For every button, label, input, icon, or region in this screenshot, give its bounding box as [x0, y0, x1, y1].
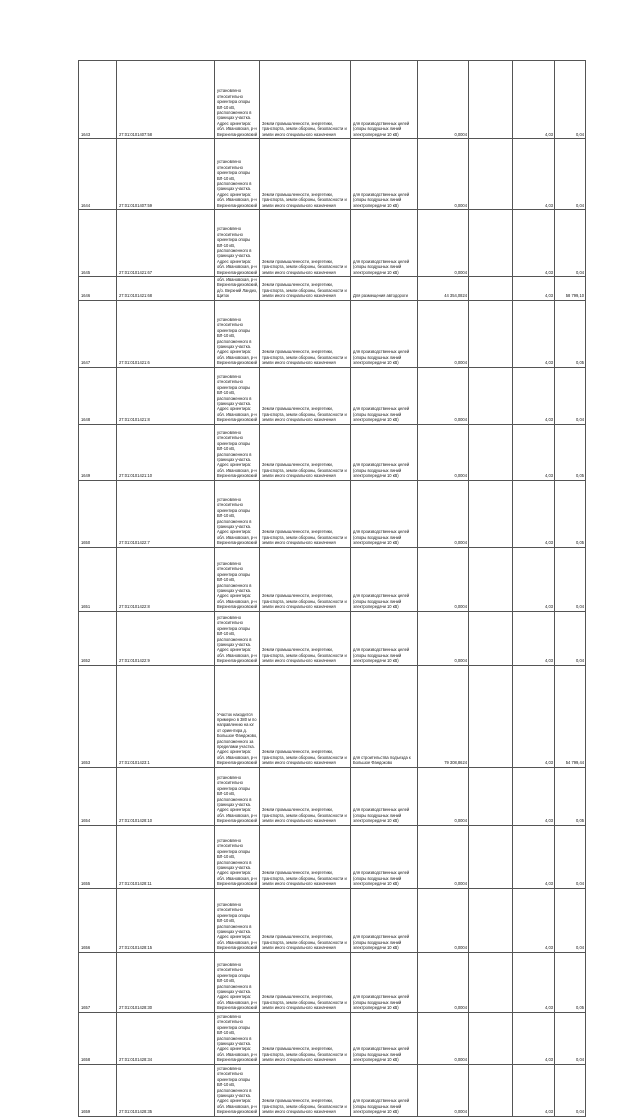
location-description-cell: установлено относительно ориентира опоры ВЛ-10 кВ, расположенного в границах участка. Адрес ориентира: обл. Ивановская, р-н Верхнеландеховский [215, 767, 260, 825]
amount-cell: 58 799,10 [555, 277, 586, 301]
cadastral-number-cell: 27:01:0101428:30 [117, 952, 215, 1012]
permitted-use-cell: для строительства подъезда к Большое Фандоково [351, 665, 418, 767]
amount-cell: 0,04 [555, 367, 586, 424]
permitted-use-cell: Для размещения автодороги [351, 277, 418, 301]
table-row [79, 767, 586, 825]
rate-cell: 4,03 [513, 210, 555, 277]
location-description-cell: установлено относительно ориентира опоры ВЛ-10 кВ, расположенного в границах участка. Адрес ориентира: обл. Ивановская, р-н Верхнеландеховский [215, 210, 260, 277]
row-number-cell: 1654 [79, 767, 117, 825]
row-number-cell: 1649 [79, 424, 117, 480]
permitted-use-cell: для производственных целей (опоры воздушных линий электропередачи 10 кВ) [351, 1012, 418, 1064]
land-category-cell: Земли промышленности, энергетики, транспорта, земли обороны, безопасности и земли иного специального назначения [260, 300, 351, 367]
permitted-use-cell: для производственных целей (опоры воздушных линий электропередачи 10 кВ) [351, 367, 418, 424]
location-description-cell: установлено относительно ориентира опоры ВЛ-10 кВ, расположенного в границах участка. Адрес ориентира: обл. Ивановская, р-н Верхнеландеховский [215, 300, 260, 367]
land-category-cell: Земли промышленности, энергетики, транспорта, земли обороны, безопасности и земли иного специального назначения [260, 424, 351, 480]
cadastral-number-cell: 27:01:0101421:10 [117, 424, 215, 480]
rate-cell: 4,03 [513, 424, 555, 480]
empty-cell [469, 424, 513, 480]
rate-cell: 4,03 [513, 952, 555, 1012]
row-number-cell: 1658 [79, 1012, 117, 1064]
location-description-cell: установлено относительно ориентира опоры ВЛ-10 кВ, расположенного в границах участка. Адрес ориентира: обл. Ивановская, р-н Верхнеландеховский [215, 888, 260, 952]
row-number-cell: 1656 [79, 888, 117, 952]
cadastral-number-cell: 27:01:0101428:11 [117, 825, 215, 888]
empty-cell [469, 1064, 513, 1116]
row-number-cell: 1655 [79, 825, 117, 888]
location-description-cell: установлено относительно ориентира опоры ВЛ-10 кВ, расположенного в границах участка. Адрес ориентира: обл. Ивановская, р-н Верхнеландеховский [215, 424, 260, 480]
table-row [79, 952, 586, 1012]
land-category-cell: Земли промышленности, энергетики, транспорта, земли обороны, безопасности и земли иного специального назначения [260, 888, 351, 952]
cadastral-number-cell: 27:01:0101421:67 [117, 210, 215, 277]
permitted-use-cell: для производственных целей (опоры воздушных линий электропередачи 10 кВ) [351, 139, 418, 210]
amount-cell: 0,05 [555, 424, 586, 480]
table-row [79, 665, 586, 767]
empty-cell [469, 277, 513, 301]
empty-cell [469, 139, 513, 210]
location-description-cell: установлено относительно ориентира опоры ВЛ-10 кВ, расположенного в границах участка. Адрес ориентира: обл. Ивановская, р-н Верхнеландеховский [215, 611, 260, 665]
cadastral-number-cell: 27:01:0101422:9 [117, 611, 215, 665]
row-number-cell: 1651 [79, 547, 117, 611]
amount-cell: 0,04 [555, 210, 586, 277]
rate-cell: 4,03 [513, 825, 555, 888]
area-cell: 0,0004 [418, 952, 469, 1012]
amount-cell: 54 799,44 [555, 665, 586, 767]
cadastral-number-cell: 27:01:0101421:8 [117, 367, 215, 424]
area-cell: 79 308,8624 [418, 665, 469, 767]
amount-cell: 0,04 [555, 1064, 586, 1116]
table-row [79, 277, 586, 301]
rate-cell: 4,03 [513, 61, 555, 139]
table-body [79, 61, 586, 1117]
land-category-cell: Земли промышленности, энергетики, транспорта, земли обороны, безопасности и земли иного специального назначения [260, 277, 351, 301]
rate-cell: 4,03 [513, 888, 555, 952]
rate-cell: 4,03 [513, 1012, 555, 1064]
table-row [79, 547, 586, 611]
rate-cell: 4,03 [513, 139, 555, 210]
area-cell: 0,0004 [418, 547, 469, 611]
amount-cell: 0,05 [555, 952, 586, 1012]
row-number-cell: 1647 [79, 300, 117, 367]
amount-cell: 0,04 [555, 61, 586, 139]
permitted-use-cell: для производственных целей (опоры воздушных линий электропередачи 10 кВ) [351, 480, 418, 547]
area-cell: 44 354,0824 [418, 277, 469, 301]
area-cell: 0,0004 [418, 61, 469, 139]
rate-cell: 4,03 [513, 1064, 555, 1116]
table-row [79, 424, 586, 480]
land-category-cell: Земли промышленности, энергетики, транспорта, земли обороны, безопасности и земли иного специального назначения [260, 547, 351, 611]
amount-cell: 0,04 [555, 139, 586, 210]
rate-cell: 4,03 [513, 277, 555, 301]
area-cell: 0,0004 [418, 210, 469, 277]
table-row [79, 367, 586, 424]
row-number-cell: 1643 [79, 61, 117, 139]
permitted-use-cell: для производственных целей (опоры воздушных линий электропередачи 10 кВ) [351, 952, 418, 1012]
cadastral-number-cell: 27:01:0101428:35 [117, 1064, 215, 1116]
empty-cell [469, 767, 513, 825]
table-row [79, 888, 586, 952]
location-description-cell: установлено относительно ориентира опоры ВЛ-10 кВ, расположенного в границах участка. Адрес ориентира: обл. Ивановская, р-н Верхнеландеховский [215, 480, 260, 547]
cadastral-number-cell: 27:01:0101422:7 [117, 480, 215, 547]
empty-cell [469, 825, 513, 888]
row-number-cell: 1659 [79, 1064, 117, 1116]
rate-cell: 4,03 [513, 767, 555, 825]
land-category-cell: Земли промышленности, энергетики, транспорта, земли обороны, безопасности и земли иного специального назначения [260, 611, 351, 665]
empty-cell [469, 300, 513, 367]
rate-cell: 4,03 [513, 480, 555, 547]
cadastral-number-cell: 27:01:0101423:1 [117, 665, 215, 767]
rate-cell: 4,03 [513, 665, 555, 767]
empty-cell [469, 61, 513, 139]
area-cell: 0,0004 [418, 1064, 469, 1116]
location-description-cell: установлено относительно ориентира опоры ВЛ-10 кВ, расположенного в границах участка. Адрес ориентира: обл. Ивановская, р-н Верхнеландеховский [215, 1012, 260, 1064]
row-number-cell: 1650 [79, 480, 117, 547]
land-category-cell: Земли промышленности, энергетики, транспорта, земли обороны, безопасности и земли иного специального назначения [260, 825, 351, 888]
empty-cell [469, 1012, 513, 1064]
location-description-cell: установлено относительно ориентира опоры ВЛ-10 кВ, расположенного в границах участка. Адрес ориентира: обл. Ивановская, р-н Верхнеландеховский [215, 825, 260, 888]
empty-cell [469, 480, 513, 547]
location-description-cell: установлено относительно ориентира опоры ВЛ-10 кВ, расположенного в границах участка. Адрес ориентира: обл. Ивановская, р-н Верхнеландеховский [215, 367, 260, 424]
permitted-use-cell: для производственных целей (опоры воздушных линий электропередачи 10 кВ) [351, 611, 418, 665]
location-description-cell: установлено относительно ориентира опоры ВЛ-10 кВ, расположенного в границах участка. Адрес ориентира: обл. Ивановская, р-н Верхнеландеховский [215, 61, 260, 139]
amount-cell: 0,05 [555, 767, 586, 825]
area-cell: 0,0004 [418, 767, 469, 825]
area-cell: 0,0004 [418, 367, 469, 424]
area-cell: 0,0004 [418, 480, 469, 547]
area-cell: 0,0004 [418, 888, 469, 952]
permitted-use-cell: для производственных целей (опоры воздушных линий электропередачи 10 кВ) [351, 210, 418, 277]
permitted-use-cell: для производственных целей (опоры воздушных линий электропередачи 10 кВ) [351, 825, 418, 888]
empty-cell [469, 367, 513, 424]
cadastral-number-cell: 27:01:0101428:10 [117, 767, 215, 825]
table-row [79, 611, 586, 665]
area-cell: 0,0004 [418, 300, 469, 367]
row-number-cell: 1646 [79, 277, 117, 301]
table-row [79, 1012, 586, 1064]
cadastral-number-cell: 27:01:0101428:34 [117, 1012, 215, 1064]
permitted-use-cell: для производственных целей (опоры воздушных линий электропередачи 10 кВ) [351, 300, 418, 367]
land-category-cell: Земли промышленности, энергетики, транспорта, земли обороны, безопасности и земли иного специального назначения [260, 61, 351, 139]
area-cell: 0,0004 [418, 1012, 469, 1064]
empty-cell [469, 952, 513, 1012]
amount-cell: 0,04 [555, 825, 586, 888]
rate-cell: 4,03 [513, 547, 555, 611]
row-number-cell: 1657 [79, 952, 117, 1012]
empty-cell [469, 888, 513, 952]
location-description-cell: установлено относительно ориентира опоры ВЛ-10 кВ, расположенного в границах участка. Адрес ориентира: обл. Ивановская, р-н Верхнеландеховский [215, 952, 260, 1012]
location-description-cell: Участок находится примерно в 380 м по направлению на юг от ориентира д. Большое Фандоково, расположенного за пределами участка. Адрес ориентира: обл. Ивановская, р-н Верхнеландеховский [215, 665, 260, 767]
permitted-use-cell: для производственных целей (опоры воздушных линий электропередачи 10 кВ) [351, 888, 418, 952]
row-number-cell: 1644 [79, 139, 117, 210]
cadastral-number-cell: 27:01:0101422:8 [117, 547, 215, 611]
land-category-cell: Земли промышленности, энергетики, транспорта, земли обороны, безопасности и земли иного специального назначения [260, 367, 351, 424]
amount-cell: 0,04 [555, 611, 586, 665]
table-row [79, 139, 586, 210]
table-row [79, 825, 586, 888]
row-number-cell: 1648 [79, 367, 117, 424]
area-cell: 0,0004 [418, 825, 469, 888]
cadastral-number-cell: 27:01:0101421:68 [117, 277, 215, 301]
area-cell: 0,0004 [418, 611, 469, 665]
amount-cell: 0,05 [555, 480, 586, 547]
cadastral-number-cell: 27:01:0101428:15 [117, 888, 215, 952]
row-number-cell: 1652 [79, 611, 117, 665]
land-category-cell: Земли промышленности, энергетики, транспорта, земли обороны, безопасности и земли иного специального назначения [260, 210, 351, 277]
table-row [79, 300, 586, 367]
rate-cell: 4,03 [513, 367, 555, 424]
location-description-cell: установлено относительно ориентира опоры ВЛ-10 кВ, расположенного в границах участка. Адрес ориентира: обл. Ивановская, р-н Верхнеландеховский [215, 547, 260, 611]
cadastral-number-cell: 27:01:0101421:6 [117, 300, 215, 367]
empty-cell [469, 210, 513, 277]
permitted-use-cell: для производственных целей (опоры воздушных линий электропередачи 10 кВ) [351, 1064, 418, 1116]
location-description-cell: установлено относительно ориентира опоры ВЛ-10 кВ, расположенного в границах участка. Адрес ориентира: обл. Ивановская, р-н Верхнеландеховский [215, 1064, 260, 1116]
permitted-use-cell: для производственных целей (опоры воздушных линий электропередачи 10 кВ) [351, 547, 418, 611]
permitted-use-cell: для производственных целей (опоры воздушных линий электропередачи 10 кВ) [351, 424, 418, 480]
land-category-cell: Земли промышленности, энергетики, транспорта, земли обороны, безопасности и земли иного специального назначения [260, 952, 351, 1012]
empty-cell [469, 665, 513, 767]
land-category-cell: Земли промышленности, энергетики, транспорта, земли обороны, безопасности и земли иного специального назначения [260, 1012, 351, 1064]
table-row [79, 480, 586, 547]
land-category-cell: Земли промышленности, энергетики, транспорта, земли обороны, безопасности и земли иного специального назначения [260, 767, 351, 825]
amount-cell: 0,04 [555, 547, 586, 611]
land-category-cell: Земли промышленности, энергетики, транспорта, земли обороны, безопасности и земли иного специального назначения [260, 480, 351, 547]
amount-cell: 0,05 [555, 300, 586, 367]
permitted-use-cell: для производственных целей (опоры воздушных линий электропередачи 10 кВ) [351, 767, 418, 825]
land-plots-table [78, 60, 586, 1117]
table-row [79, 1064, 586, 1116]
amount-cell: 0,04 [555, 1012, 586, 1064]
table-row [79, 210, 586, 277]
location-description-cell: установлено относительно ориентира опоры ВЛ-10 кВ, расположенного в границах участка. Адрес ориентира: обл. Ивановская, р-н Верхнеландеховский [215, 139, 260, 210]
rate-cell: 4,03 [513, 611, 555, 665]
amount-cell: 0,04 [555, 888, 586, 952]
table-row [79, 61, 586, 139]
area-cell: 0,0004 [418, 139, 469, 210]
permitted-use-cell: для производственных целей (опоры воздушных линий электропередачи 10 кВ) [351, 61, 418, 139]
empty-cell [469, 611, 513, 665]
rate-cell: 4,03 [513, 300, 555, 367]
empty-cell [469, 547, 513, 611]
cadastral-number-cell: 27:01:0101407:59 [117, 139, 215, 210]
land-category-cell: Земли промышленности, энергетики, транспорта, земли обороны, безопасности и земли иного специального назначения [260, 139, 351, 210]
area-cell: 0,0004 [418, 424, 469, 480]
row-number-cell: 1645 [79, 210, 117, 277]
land-category-cell: Земли промышленности, энергетики, транспорта, земли обороны, безопасности и земли иного специального назначения [260, 1064, 351, 1116]
cadastral-number-cell: 27:01:0101407:58 [117, 61, 215, 139]
row-number-cell: 1653 [79, 665, 117, 767]
location-description-cell: обл. Ивановская, р-н Верхнеландеховский, д/о. Верхний Ландех, Щиток [215, 277, 260, 301]
land-category-cell: Земли промышленности, энергетики, транспорта, земли обороны, безопасности и земли иного специального назначения [260, 665, 351, 767]
